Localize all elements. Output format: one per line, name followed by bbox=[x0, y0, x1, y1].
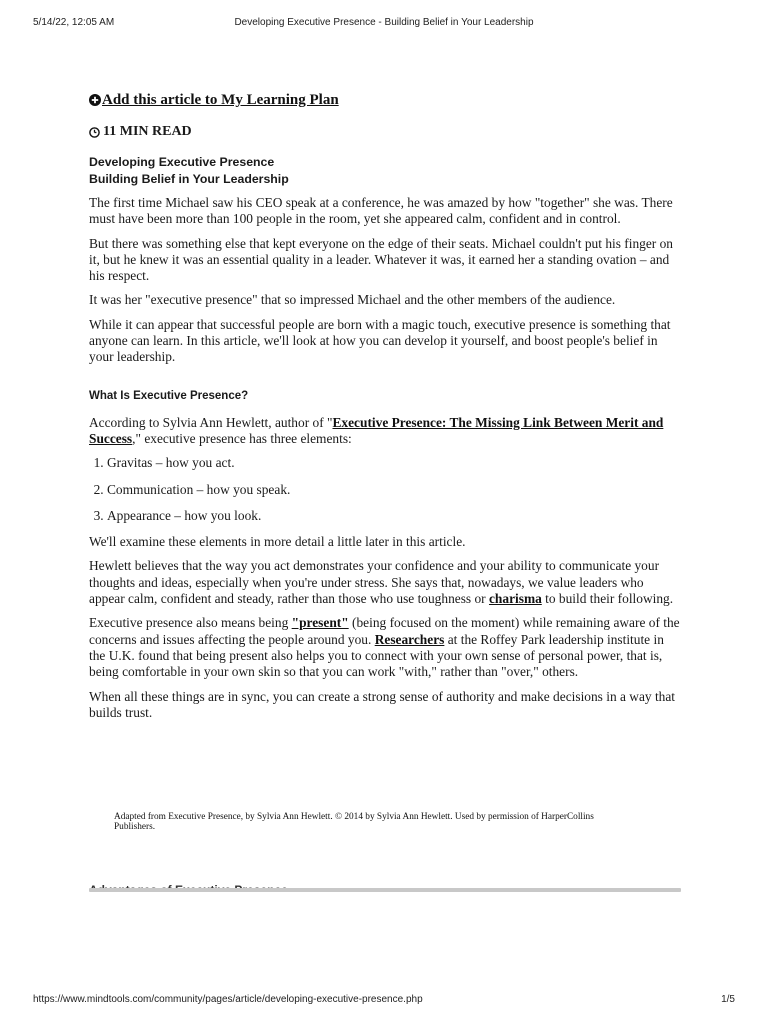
copyright-credit: Adapted from Executive Presence, by Sylvia Ann Hewlett. © 2014 by Sylvia Ann Hewlett. Used by permission of HarperCollins Publishers. bbox=[114, 812, 594, 832]
intro-paragraph: While it can appear that successful people are born with a magic touch, executive presence is something that anyone can learn. In this article, we'll look at how you can develop it yourself, and boost people's belief in your leadership. bbox=[89, 316, 671, 365]
print-footer bbox=[33, 994, 735, 1010]
article-content bbox=[89, 90, 681, 729]
charisma-link[interactable]: charisma bbox=[488, 591, 542, 607]
page-number: 1/5 bbox=[721, 994, 735, 1005]
paragraph-text: at the Roffey Park leadership institute in the U.K. found that being present also helps you to connect with your own sense of personal power, that is, being comfortable in your own skin so that you can work "with," rather than "over," others. bbox=[89, 631, 664, 680]
paragraph-text: ," executive presence has three elements: bbox=[132, 430, 352, 446]
print-date: 5/14/22, 12:05 AM bbox=[33, 17, 115, 28]
horizontal-scrollbar[interactable] bbox=[89, 888, 681, 892]
book-link[interactable]: Executive Presence: The Missing Link Between Merit and Success bbox=[89, 414, 664, 446]
researchers-link[interactable]: Researchers bbox=[374, 631, 445, 647]
add-to-learning-plan-link[interactable] bbox=[89, 90, 681, 110]
body-paragraph bbox=[89, 615, 681, 680]
intro-paragraph: But there was something else that kept everyone on the edge of their seats. Michael couldn't put his finger on it, but he knew it was an essential quality in a leader. Whatever it was, it earned her a standing ovation – and his respect. bbox=[89, 235, 674, 284]
article-title-block bbox=[89, 154, 681, 188]
print-url: https://www.mindtools.com/community/pages/article/developing-executive-presence.php bbox=[33, 994, 423, 1005]
list-item: 1. Gravitas – how you act. bbox=[107, 455, 681, 471]
add-to-learning-plan-label: Add this article to My Learning Plan bbox=[102, 91, 339, 108]
present-link[interactable]: "present" bbox=[291, 615, 349, 631]
intro-paragraph: The first time Michael saw his CEO speak at a conference, he was amazed by how "together" she was. There must have been more than 100 people in the room, yet she appeared calm, confident and in control. bbox=[89, 195, 673, 227]
print-page-title: Developing Executive Presence - Building Belief in Your Leadership bbox=[234, 17, 534, 28]
clock-icon bbox=[89, 127, 100, 138]
paragraph-text: (being focused on the moment) while remaining aware of the concerns and issues affecting the people around you. bbox=[89, 615, 680, 647]
list-item: 2. Communication – how you speak. bbox=[107, 482, 681, 498]
body-paragraph bbox=[89, 558, 681, 607]
next-section-preview bbox=[89, 884, 681, 898]
paragraph-text: to build their following. bbox=[541, 591, 674, 607]
intro-paragraph: It was her "executive presence" that so impressed Michael and the other members of the audience. bbox=[89, 292, 616, 308]
read-time-label: 11 MIN READ bbox=[103, 123, 192, 139]
article-subtitle: Building Belief in Your Leadership bbox=[89, 172, 289, 186]
paragraph-text: Hewlett believes that the way you act demonstrates your confidence and your ability to communicate your thoughts and ideas, especially when you're under stress. She says that, nowadays, we value leaders who appear calm, confident and steady, rather than those who use toughness or bbox=[89, 558, 660, 607]
body-paragraph: When all these things are in sync, you can create a strong sense of authority and make decisions in a way that builds trust. bbox=[89, 688, 676, 720]
plus-circle-icon bbox=[89, 94, 101, 106]
body-paragraph: We'll examine these elements in more detail a little later in this article. bbox=[89, 534, 466, 550]
paragraph-text: Executive presence also means being bbox=[89, 615, 292, 631]
list-item: 3. Appearance – how you look. bbox=[107, 508, 681, 524]
read-time bbox=[89, 122, 681, 142]
paragraph-text: According to Sylvia Ann Hewlett, author of " bbox=[89, 414, 333, 430]
print-header bbox=[33, 17, 735, 33]
body-paragraph bbox=[89, 415, 681, 448]
article-title: Developing Executive Presence bbox=[89, 155, 275, 169]
section-heading: What Is Executive Presence? bbox=[89, 389, 249, 402]
elements-list bbox=[89, 455, 681, 524]
